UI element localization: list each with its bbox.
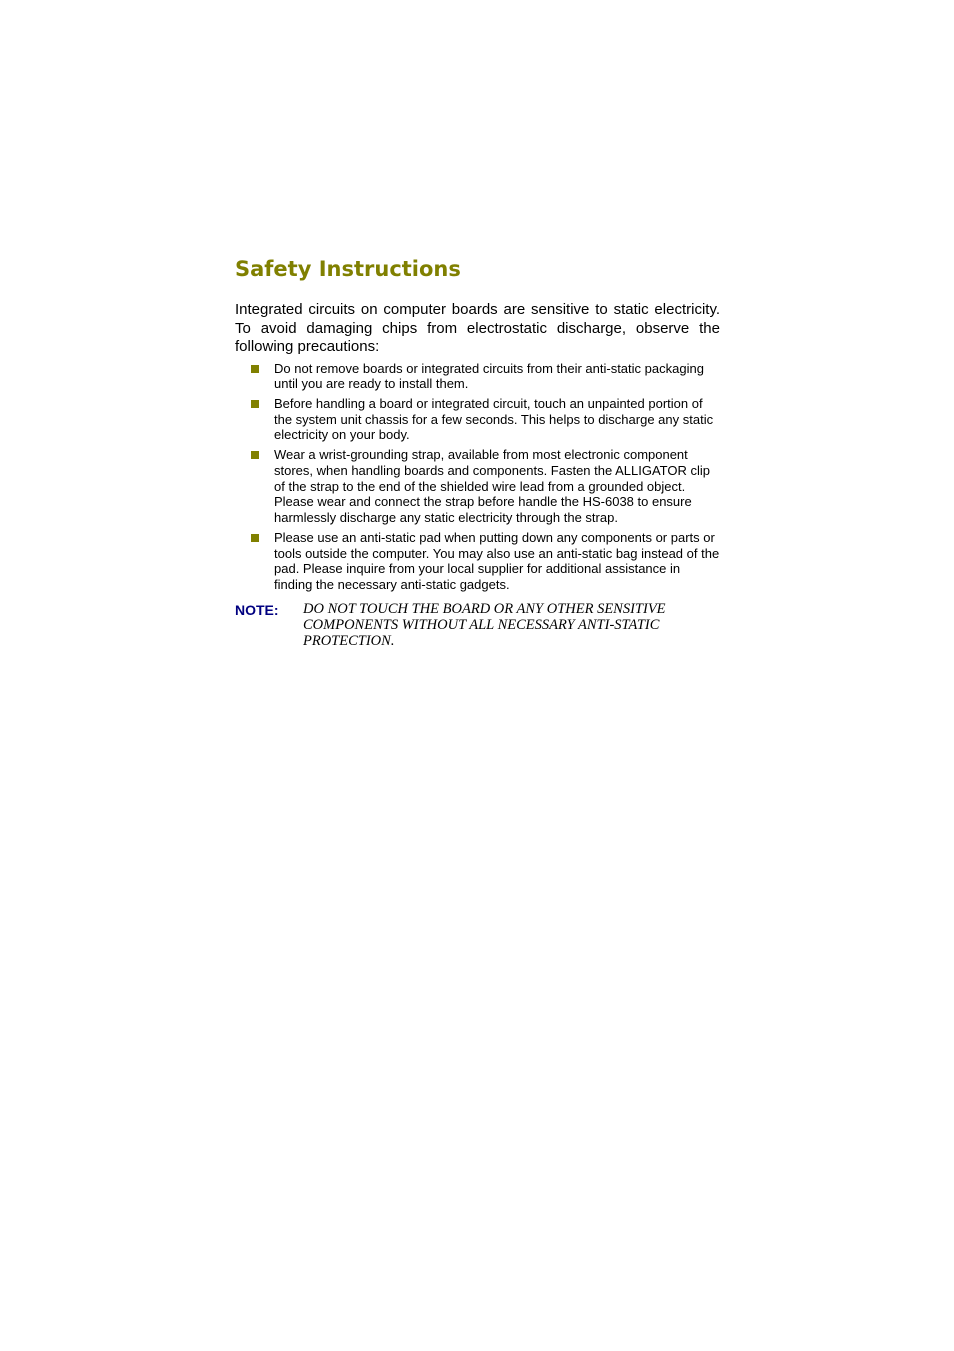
- list-item-text: Please use an anti-static pad when putting down any components or parts or tools outside the computer. You may also use an anti-static bag instead of the pad. Please inquire from your local supplier for additional assistance in finding the necessary anti-static gadgets.: [274, 529, 720, 592]
- square-bullet-icon: [251, 451, 259, 459]
- note-text: DO NOT TOUCH THE BOARD OR ANY OTHER SENSITIVE COMPONENTS WITHOUT ALL NECESSARY ANTI-STATIC PROTECTION.: [303, 601, 666, 649]
- note-label: NOTE:: [235, 602, 279, 619]
- list-item: [235, 361, 720, 392]
- list-item-text: Do not remove boards or integrated circuits from their anti-static packaging until you are ready to install them.: [274, 360, 704, 392]
- list-item-text: Wear a wrist-grounding strap, available from most electronic component stores, when handling boards and components. Fasten the ALLIGATOR clip of the strap to the end of the shielded wire lead from a grounded object. Please wear and connect the strap before handle the HS-6038 to ensure harmlessly discharge any static electricity through the strap.: [274, 447, 710, 525]
- list-item: [235, 530, 720, 592]
- page-content: [235, 255, 720, 652]
- square-bullet-icon: [251, 534, 259, 542]
- list-item: [235, 447, 720, 525]
- square-bullet-icon: [251, 365, 259, 373]
- list-item-text: Before handling a board or integrated circuit, touch an unpainted portion of the system unit chassis for a few seconds. This helps to discharge any static electricity on your body.: [274, 396, 714, 443]
- precautions-list: [235, 361, 720, 593]
- square-bullet-icon: [251, 400, 259, 408]
- intro-paragraph: Integrated circuits on computer boards are sensitive to static electricity. To avoid damaging chips from electrostatic discharge, observe the following precautions:: [235, 301, 720, 355]
- note-block: [235, 602, 720, 652]
- page-title: Safety Instructions: [235, 257, 461, 281]
- list-item: [235, 396, 720, 443]
